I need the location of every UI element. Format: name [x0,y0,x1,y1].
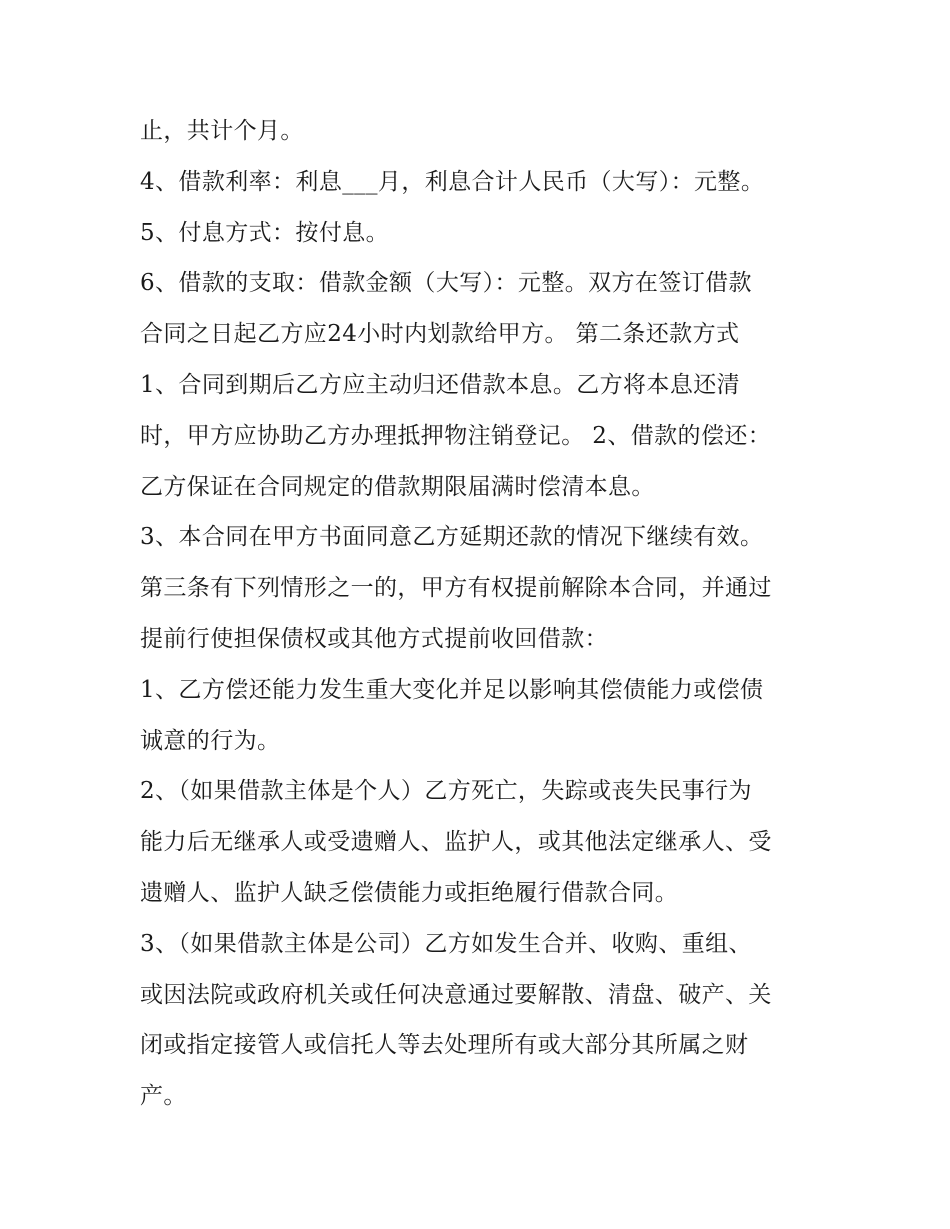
text-line: 2、（如果借款主体是个人）乙方死亡，失踪或丧失民事行为 [140,778,752,805]
text-line: 1、乙方偿还能力发生重大变化并足以影响其偿债能力或偿债 [140,676,764,703]
text-line: 产。 [140,1083,187,1110]
document-body [140,106,830,1122]
text-line: 乙方保证在合同规定的借款期限届满时偿清本息。 [140,473,655,500]
text-line: 6、借款的支取：借款金额（大写）：元整。双方在签订借款 [140,270,752,297]
text-line: 3、本合同在甲方书面同意乙方延期还款的情况下继续有效。 [140,524,764,551]
text-line: 合同之日起乙方应24小时内划款给甲方。 第二条还款方式 [140,321,740,348]
text-line: 诚意的行为。 [140,727,281,754]
text-line: 提前行使担保债权或其他方式提前收回借款： [140,625,608,652]
text-line: 能力后无继承人或受遗赠人、监护人，或其他法定继承人、受 [140,829,772,856]
text-line: 遗赠人、监护人缺乏偿债能力或拒绝履行借款合同。 [140,879,679,906]
text-line: 1、合同到期后乙方应主动归还借款本息。乙方将本息还清 [140,371,741,398]
text-line: 5、付息方式：按付息。 [140,219,390,246]
text-line: 闭或指定接管人或信托人等去处理所有或大部分其所属之财 [140,1032,749,1059]
text-line: 时，甲方应协助乙方办理抵押物注销登记。 2、借款的偿还： [140,422,772,449]
text-line: 3、（如果借款主体是公司）乙方如发生合并、收购、重组、 [140,930,752,957]
text-line: 第三条有下列情形之一的，甲方有权提前解除本合同，并通过 [140,575,772,602]
text-line: 或因法院或政府机关或任何决意通过要解散、清盘、破产、关 [140,981,772,1008]
text-line: 4、借款利率：利息___月，利息合计人民币（大写）：元整。 [140,168,765,195]
text-line: 止，共计个月。 [140,118,304,144]
